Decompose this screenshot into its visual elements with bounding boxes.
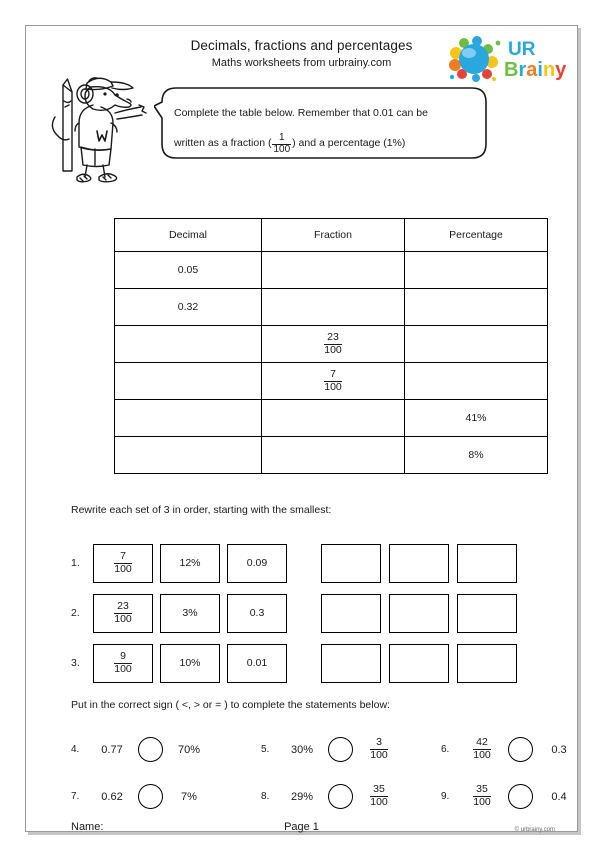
sign-answer-circle[interactable]: [328, 737, 353, 762]
cell-percentage[interactable]: [405, 363, 548, 400]
sign-left-operand: 0.62: [101, 790, 123, 803]
cell-fraction[interactable]: [262, 289, 405, 326]
sign-answer-circle[interactable]: [508, 737, 533, 762]
ordering-fraction-value: $\frac{23}{100}$: [114, 599, 132, 625]
question-number: 5.: [261, 744, 270, 755]
cell-decimal[interactable]: 0.05: [115, 252, 262, 289]
ordering-given-box: [93, 644, 153, 683]
logo-graphic: [446, 31, 576, 89]
table-row: [115, 363, 548, 400]
instruction-line-2: [174, 128, 484, 158]
column-header-fraction: Fraction: [262, 219, 405, 252]
cell-decimal[interactable]: 0.32: [115, 289, 262, 326]
ordering-fraction-value: $\frac{7}{100}$: [114, 549, 132, 575]
ordering-given-box: 10%: [160, 644, 220, 683]
sign-answer-circle[interactable]: [138, 737, 163, 762]
cell-fraction-value: $\frac{7}{100}$: [324, 367, 342, 393]
sign-right-operand: 0.4: [551, 790, 567, 803]
mouse-mascot-illustration: [31, 61, 151, 186]
ordering-row: [71, 588, 581, 638]
ordering-given-box: [93, 544, 153, 583]
cell-fraction[interactable]: [262, 400, 405, 437]
ordering-answer-box[interactable]: [321, 594, 381, 633]
sign-right-operand: [362, 737, 396, 762]
conversion-table-body: [115, 219, 548, 474]
page-subtitle: Maths worksheets from urbrainy.com: [211, 57, 392, 69]
ordering-fraction-value: $\frac{9}{100}$: [114, 649, 132, 675]
cell-percentage[interactable]: [405, 252, 548, 289]
ordering-given-box: 0.09: [227, 544, 287, 583]
question-number: 3.: [71, 657, 80, 669]
sign-question: [441, 737, 583, 762]
sign-row: [71, 773, 583, 820]
copyright-notice: © urbrainy.com: [514, 827, 555, 833]
cell-fraction[interactable]: [262, 437, 405, 474]
logo-splash-icon: [449, 36, 500, 82]
ordering-answer-box[interactable]: [389, 594, 449, 633]
question-number: 2.: [71, 607, 80, 619]
sign-answer-circle[interactable]: [328, 784, 353, 809]
question-number: 1.: [71, 557, 80, 569]
question-number: 7.: [71, 791, 80, 802]
sign-fraction-value: $\frac{35}{100}$: [370, 783, 388, 808]
question-number: 6.: [441, 744, 450, 755]
ordering-answer-box[interactable]: [457, 644, 517, 683]
table-row: [115, 289, 548, 326]
sign-right-operand: [362, 784, 396, 809]
cell-percentage[interactable]: 41%: [405, 400, 548, 437]
column-header-decimal: Decimal: [115, 219, 262, 252]
sign-right-operand: 70%: [177, 743, 201, 756]
cell-fraction[interactable]: [262, 326, 405, 363]
urbrainy-logo: [446, 31, 576, 89]
cell-percentage[interactable]: [405, 289, 548, 326]
sign-row: [71, 726, 583, 773]
cell-decimal[interactable]: [115, 400, 262, 437]
instruction-line-1: Complete the table below. Remember that 0.01 can be: [174, 107, 428, 119]
sign-left-operand: 29%: [290, 790, 314, 803]
column-header-percentage: Percentage: [405, 219, 548, 252]
ordering-answer-box[interactable]: [457, 594, 517, 633]
page-number: Page 1: [284, 821, 319, 833]
page-title: Decimals, fractions and percentages: [190, 38, 413, 53]
inline-fraction-one-hundredth: $\frac{1}{100}$: [273, 132, 291, 155]
table-header-row: [115, 219, 548, 252]
cell-fraction[interactable]: [262, 363, 405, 400]
instruction-line-2-post: ) and a percentage (1%): [292, 137, 406, 149]
sign-left-operand: 0.77: [101, 743, 123, 756]
sign-question: [71, 784, 261, 809]
ordering-section: [71, 538, 581, 688]
instruction-text: [174, 98, 484, 158]
ordering-given-box: 12%: [160, 544, 220, 583]
sign-fraction-value: $\frac{42}{100}$: [473, 736, 491, 761]
cell-decimal[interactable]: [115, 437, 262, 474]
table-row: [115, 437, 548, 474]
sign-left-operand: 30%: [290, 743, 314, 756]
sign-fraction-value: $\frac{35}{100}$: [473, 783, 491, 808]
sign-question: [441, 784, 583, 809]
ordering-given-box: 0.3: [227, 594, 287, 633]
sign-section: [71, 726, 583, 820]
sign-instruction: Put in the correct sign ( <, > or = ) to complete the statements below:: [71, 699, 390, 711]
ordering-given-box: [93, 594, 153, 633]
ordering-answer-box[interactable]: [321, 544, 381, 583]
ordering-row: [71, 538, 581, 588]
cell-decimal[interactable]: [115, 363, 262, 400]
ordering-given-box: 3%: [160, 594, 220, 633]
sign-right-operand: 0.3: [551, 743, 567, 756]
name-field-label[interactable]: Name:: [71, 821, 104, 833]
question-number: 8.: [261, 791, 270, 802]
table-row: [115, 326, 548, 363]
sign-left-operand: [465, 784, 499, 809]
table-row: [115, 400, 548, 437]
conversion-table: [114, 218, 548, 474]
cell-percentage[interactable]: [405, 326, 548, 363]
sign-fraction-value: $\frac{3}{100}$: [370, 736, 388, 761]
ordering-answer-box[interactable]: [389, 544, 449, 583]
sign-question: [261, 737, 441, 762]
sign-answer-circle[interactable]: [138, 784, 163, 809]
cell-decimal[interactable]: [115, 326, 262, 363]
logo-text-brainy: Brainy: [504, 59, 567, 81]
sign-question: [261, 784, 441, 809]
cell-fraction[interactable]: [262, 252, 405, 289]
sign-question: [71, 737, 261, 762]
cell-fraction-value: $\frac{23}{100}$: [324, 330, 342, 356]
cell-percentage[interactable]: 8%: [405, 437, 548, 474]
ordering-given-box: 0.01: [227, 644, 287, 683]
sign-left-operand: [465, 737, 499, 762]
ordering-instruction: Rewrite each set of 3 in order, starting with the smallest:: [71, 504, 332, 516]
sign-answer-circle[interactable]: [508, 784, 533, 809]
ordering-answer-box[interactable]: [321, 644, 381, 683]
worksheet-page: [25, 25, 578, 832]
sign-right-operand: 7%: [181, 790, 197, 803]
table-row: [115, 252, 548, 289]
ordering-answer-box[interactable]: [457, 544, 517, 583]
logo-text-ur: UR: [508, 39, 536, 60]
ordering-row: [71, 638, 581, 688]
ordering-answer-box[interactable]: [389, 644, 449, 683]
question-number: 9.: [441, 791, 450, 802]
question-number: 4.: [71, 744, 80, 755]
instruction-line-2-pre: written as a fraction (: [174, 137, 272, 149]
